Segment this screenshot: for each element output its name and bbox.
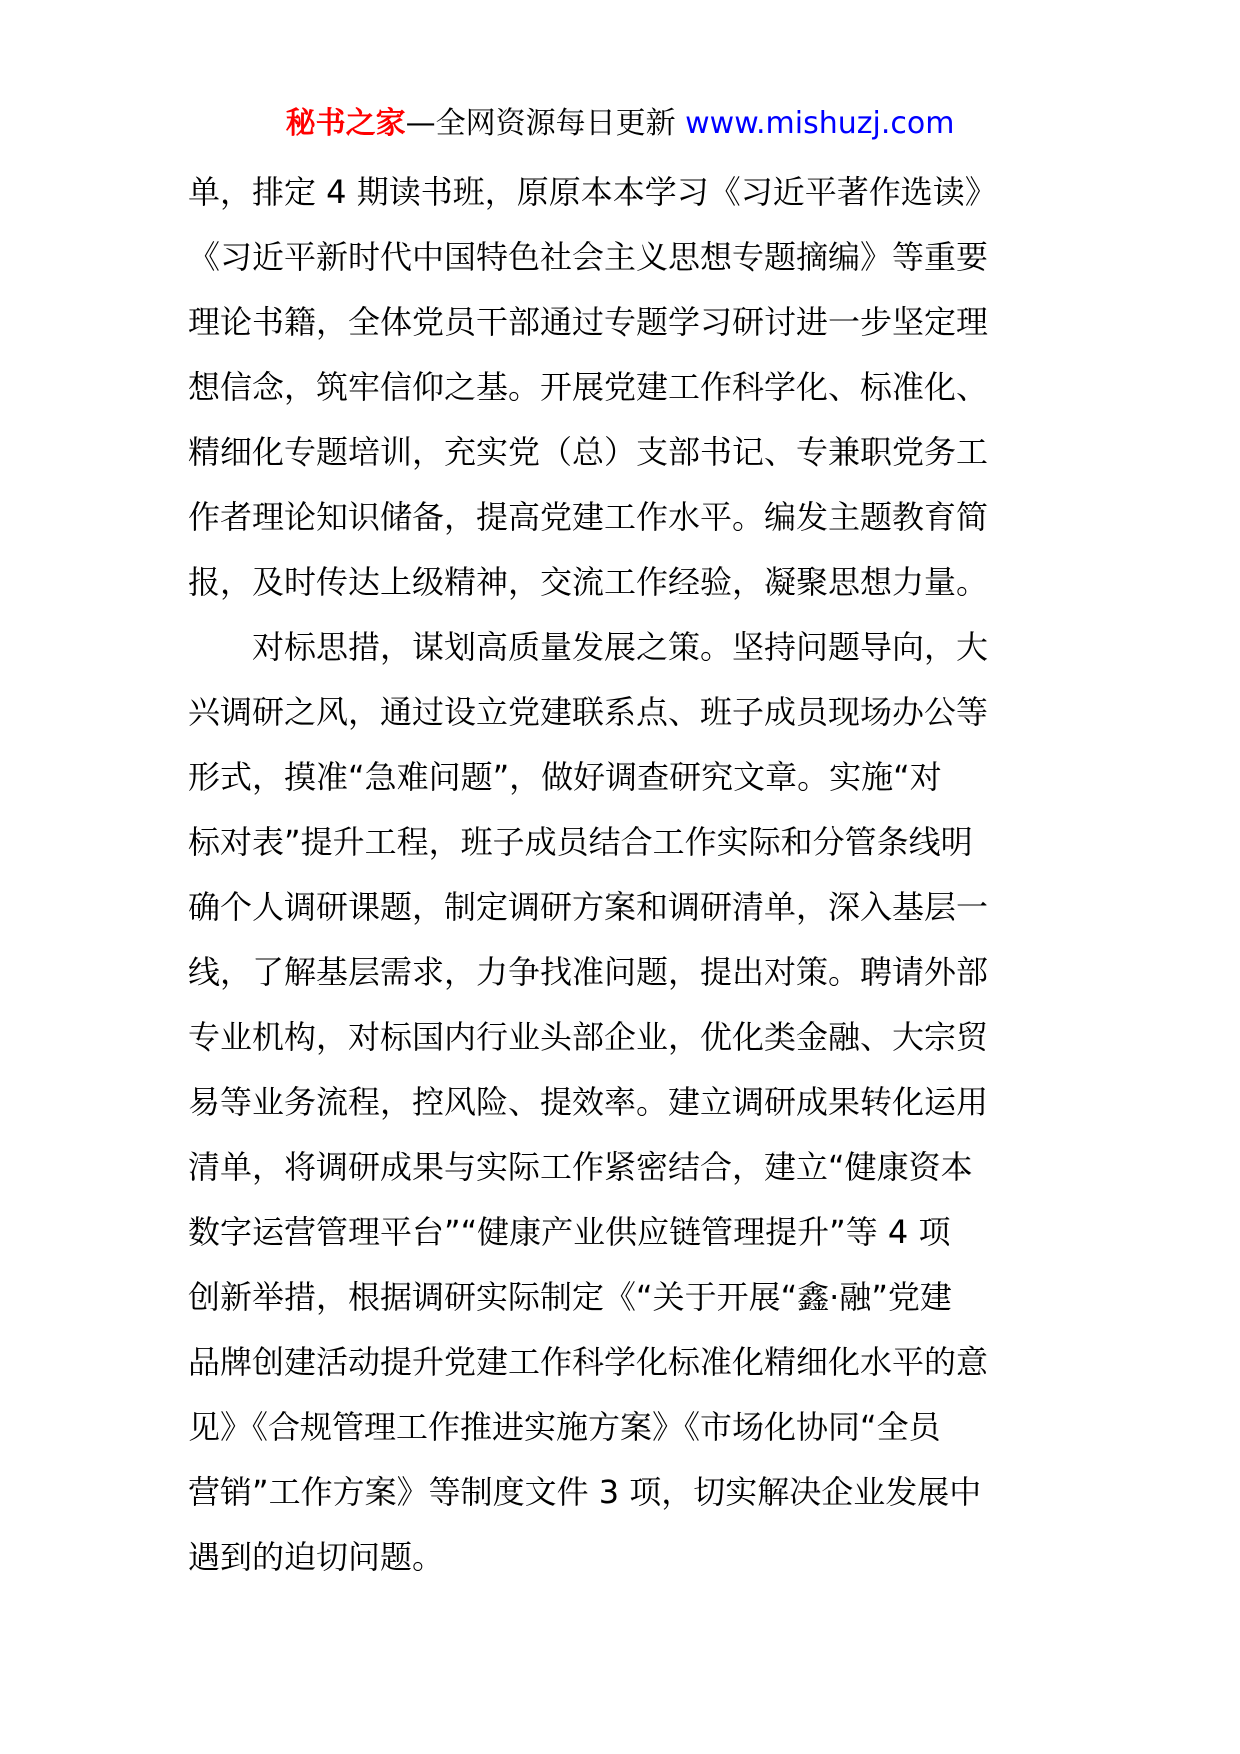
- text-line: 清单，将调研成果与实际工作紧密结合，建立“健康资本: [188, 1148, 973, 1186]
- text-line: 品牌创建活动提升党建工作科学化标准化精细化水平的意: [188, 1343, 989, 1381]
- text-line: 报，及时传达上级精神，交流工作经验，凝聚思想力量。: [188, 563, 989, 601]
- text-line: 想信念，筑牢信仰之基。开展党建工作科学化、标准化、: [188, 368, 989, 406]
- text-line: 营销”工作方案》等制度文件 3 项，切实解决企业发展中: [188, 1473, 982, 1511]
- text-line: 遇到的迫切问题。: [188, 1538, 445, 1576]
- text-line: 《习近平新时代中国特色社会主义思想专题摘编》等重要: [188, 238, 989, 276]
- text-line: 对标思措，谋划高质量发展之策。坚持问题导向，大: [252, 628, 989, 666]
- text-line: 线，了解基层需求，力争找准问题，提出对策。聘请外部: [188, 953, 989, 991]
- text-line: 理论书籍，全体党员干部通过专题学习研讨进一步坚定理: [188, 303, 989, 341]
- text-line: 形式，摸准“急难问题”，做好调查研究文章。实施“对: [188, 758, 942, 796]
- paragraph-1: [188, 160, 1068, 615]
- text-line: 创新举措，根据调研实际制定《“关于开展“鑫·融”党建: [188, 1278, 952, 1316]
- text-line: 见》《合规管理工作推进实施方案》《市场化协同“全员: [188, 1408, 941, 1446]
- text-line: 数字运营管理平台”“健康产业供应链管理提升”等 4 项: [188, 1213, 951, 1251]
- header-tagline: —全网资源每日更新: [405, 106, 676, 141]
- text-line: 精细化专题培训，充实党（总）支部书记、专兼职党务工: [188, 433, 989, 471]
- brand-name: 秘书之家: [285, 106, 406, 141]
- paragraph-2: [188, 615, 1068, 1590]
- text-line: 易等业务流程，控风险、提效率。建立调研成果转化运用: [188, 1083, 989, 1121]
- text-line: 兴调研之风，通过设立党建联系点、班子成员现场办公等: [188, 693, 989, 731]
- text-line: 作者理论知识储备，提高党建工作水平。编发主题教育简: [188, 498, 989, 536]
- site-url-link[interactable]: www.mishuzj.com: [685, 106, 955, 141]
- text-line: 专业机构，对标国内行业头部企业，优化类金融、大宗贸: [188, 1018, 989, 1056]
- document-body: [188, 160, 1068, 1590]
- page-header: [0, 100, 1240, 148]
- text-line: 确个人调研课题，制定调研方案和调研清单，深入基层一: [188, 888, 989, 926]
- text-line: 单，排定 4 期读书班，原原本本学习《习近平著作选读》: [188, 173, 997, 211]
- text-line: 标对表”提升工程，班子成员结合工作实际和分管条线明: [188, 823, 973, 861]
